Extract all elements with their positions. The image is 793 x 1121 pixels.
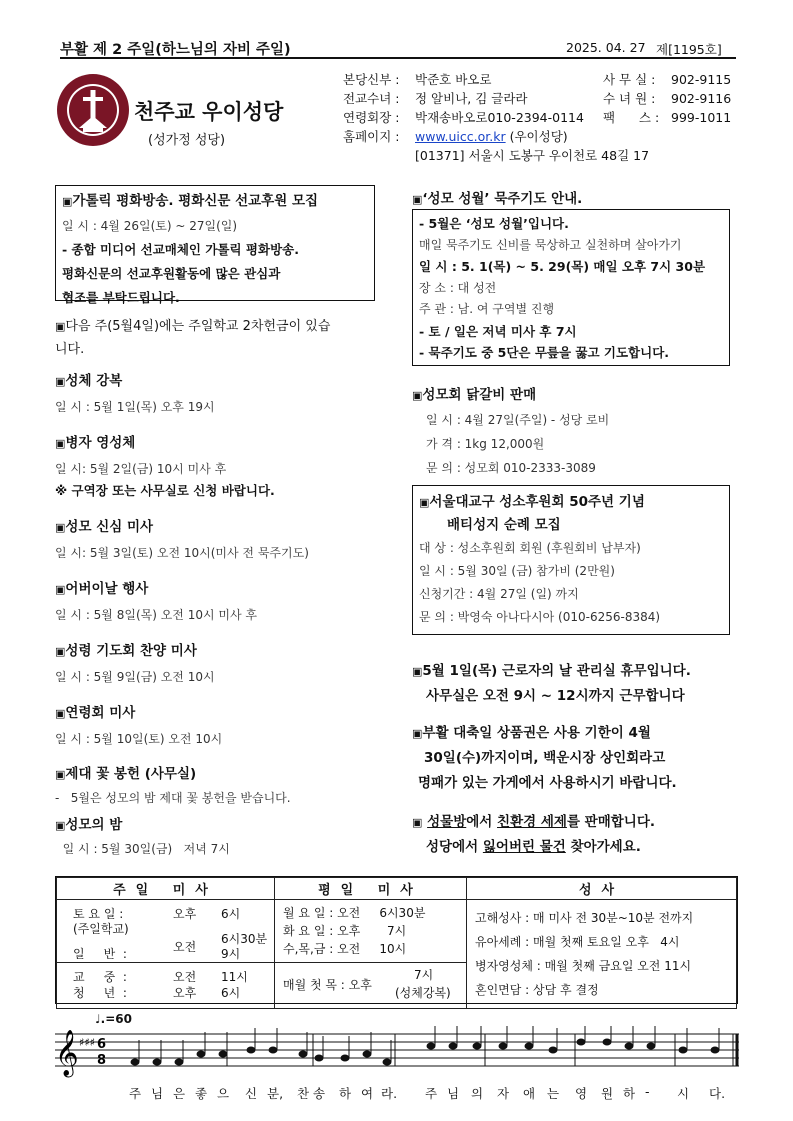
lyric-syllable: 는 <box>547 1086 560 1101</box>
note-head <box>679 1047 687 1053</box>
note-head <box>525 1043 533 1049</box>
item-line: 일 시: 5월 3일(토) 오전 10시(미사 전 묵주기도) <box>55 546 309 560</box>
lyric-syllable: 시 <box>677 1086 690 1101</box>
first-thu-label: 매월 첫 목 : 오후 <box>283 978 372 992</box>
rosary-line-1: - 5월은 ‘성모 성월’입니다. <box>419 216 569 231</box>
lyric-syllable: 님 <box>151 1086 164 1101</box>
chicken-sale <box>412 383 609 480</box>
parish-logo <box>55 72 131 148</box>
rosary-line-3: 일 시 : 5. 1(목) ~ 5. 29(목) 매일 오후 7시 30분 <box>419 259 706 274</box>
pilgrim-line-3: 신청기간 : 4월 27일 (일) 까지 <box>419 587 579 601</box>
lyric-syllable: 애 <box>523 1086 536 1101</box>
item-note: ※ 구역장 또는 사무실로 신청 바랍니다. <box>55 483 275 498</box>
item-title: ▣ 성모 신심 미사 <box>55 515 309 535</box>
lost-line <box>412 835 655 860</box>
rosary-line-4: 장 소 : 대 성전 <box>419 280 497 295</box>
sister-label: 전교수녀 : <box>343 91 400 106</box>
peace-broadcast-box <box>55 185 375 305</box>
issue-number: 제[1195호] <box>656 42 722 57</box>
peace-desc-1: - 종합 미디어 선교매체인 가톨릭 평화방송. <box>62 242 299 257</box>
gen-label: 일 반 : <box>73 947 127 961</box>
sat-hour: 6시 <box>221 907 241 921</box>
staff-svg <box>55 1026 741 1078</box>
item-title: ▣ 성체 강복 <box>55 369 215 389</box>
lyric-syllable: 자 <box>497 1086 510 1101</box>
shop-part-2: 에서 <box>466 814 498 830</box>
shop-line <box>412 810 655 835</box>
note-head <box>153 1059 161 1065</box>
rosary-line-5: 주 관 : 남. 여 구역별 진행 <box>419 302 555 316</box>
item-marian-mass <box>55 515 309 561</box>
weekday-mass-header: 평일 미사 <box>275 878 467 900</box>
item-line: 일 시: 5월 2일(금) 10시 미사 후 <box>55 462 227 476</box>
item-title: ▣ 성모의 밤 <box>55 813 230 833</box>
pilgrim-title-1: ▣ 서울대교구 성소후원회 50주년 기념 <box>419 491 723 514</box>
note-head <box>315 1055 323 1061</box>
note-head <box>363 1051 371 1057</box>
homepage-name: (우이성당) <box>509 129 568 144</box>
item-line: 일 시 : 5월 30일(금) 저녁 7시 <box>55 842 230 856</box>
lyric-syllable: 송 <box>313 1086 326 1101</box>
rosary-line-7: - 묵주기도 중 5단은 무릎을 꿇고 기도합니다. <box>419 345 670 360</box>
lost-part-2: 잃어버린 물건 <box>482 839 566 855</box>
pilgrim-line-4: 문 의 : 박영숙 아나다시아 (010-6256-8384) <box>419 610 661 624</box>
parish-subname: (성가정 성당) <box>148 133 226 148</box>
item-title: ▣ 연령회 미사 <box>55 701 222 721</box>
mass-schedule-table <box>55 876 738 1004</box>
item-line: 일 시 : 5월 10일(토) 오전 10시 <box>55 732 223 746</box>
note-head <box>577 1039 585 1045</box>
item-line: - 5월은 성모의 밤 제대 꽃 봉헌을 받습니다. <box>55 791 291 805</box>
note-head <box>247 1047 255 1053</box>
shop-notice <box>412 810 655 860</box>
labor-line-1: ▣ 5월 1일(목) 근로자의 날 관리실 휴무입니다. <box>412 659 691 684</box>
chicken-line-2: 가 격 : 1kg 12,000원 <box>426 437 545 451</box>
sister-value: 정 알비나, 김 글라라 <box>415 91 528 106</box>
youth-time: 오후 <box>173 986 197 1000</box>
wed-fri-mass: 수,목,금 : 오전 10시 <box>283 942 407 956</box>
homepage-label: 홈페이지 : <box>343 129 400 144</box>
mid-label: 교 중 : <box>73 970 127 984</box>
item-marian-night <box>55 813 230 857</box>
lyric-syllable: 여 <box>361 1086 374 1101</box>
pilgrimage-box <box>412 485 730 635</box>
first-thu-hour: 7시 <box>414 968 434 982</box>
pastor-label: 본당신부 : <box>343 72 400 87</box>
shop-part-1: 성물방 <box>427 814 467 830</box>
lyric-syllable: 으 <box>217 1086 230 1101</box>
rosary-line-2: 매일 묵주기도 신비를 묵상하고 실천하며 살아가기 <box>419 237 682 252</box>
peace-title: ▣ 가톨릭 평화방송. 평화신문 선교후원 모집 <box>62 189 368 214</box>
funeral-value: 박재송바오로010-2394-0114 <box>415 110 584 125</box>
note-head <box>603 1039 611 1045</box>
funeral-label: 연령회장 : <box>343 110 400 125</box>
rosary-line-6: - 토 / 일은 저녁 미사 후 7시 <box>419 323 577 339</box>
treble-clef-icon: 𝄞 <box>55 1030 79 1076</box>
item-line: 일 시 : 5월 8일(목) 오전 10시 미사 후 <box>55 608 257 622</box>
sacrament-header: 성사 <box>467 878 737 900</box>
peace-desc-3: 협조를 부탁드립니다. <box>62 290 180 305</box>
item-line: 일 시 : 5월 9일(금) 오전 10시 <box>55 670 215 684</box>
pilgrim-line-1: 대 상 : 성소후원회 회원 (후원회비 납부자) <box>419 541 641 555</box>
note-head <box>647 1043 655 1049</box>
note-head <box>219 1051 227 1057</box>
item-parents-day <box>55 577 257 623</box>
voucher-line-2: 30일(수)까지이며, 백운시장 상인회라고 <box>424 750 666 766</box>
notes-group <box>131 1026 719 1065</box>
rosary-title: ▣ ‘성모 성월’ 묵주기도 안내. <box>412 187 582 207</box>
lyric-syllable: - <box>645 1084 650 1099</box>
office-value: 902-9115 <box>671 72 732 87</box>
collection-line-1: ▣ 다음 주(5월4일)에는 주일학교 2차헌금이 있습 <box>55 315 385 338</box>
mid-hour: 11시 <box>221 970 248 984</box>
note-head <box>383 1059 391 1065</box>
note-head <box>549 1047 557 1053</box>
rosary-box <box>412 209 730 366</box>
pastor-value: 박준호 바오로 <box>415 72 492 87</box>
sat-label: 토 요 일 : <box>73 907 124 921</box>
note-head <box>341 1055 349 1061</box>
lyric-syllable: 하 <box>623 1086 636 1101</box>
youth-hour: 6시 <box>221 986 241 1000</box>
chicken-line-3: 문 의 : 성모회 010-2333-3089 <box>426 461 596 475</box>
note-head <box>131 1059 139 1065</box>
gen-time: 오전 <box>173 940 197 954</box>
chicken-title: ▣ 성모회 닭갈비 판매 <box>412 383 609 408</box>
item-sick-communion <box>55 431 275 499</box>
sat-sub: (주일학교) <box>73 922 129 936</box>
shop-part-3: 친환경 세제 <box>497 814 567 830</box>
lost-part-3: 찾아가세요. <box>565 839 641 855</box>
item-title: ▣ 제대 꽃 봉헌 (사무실) <box>55 762 291 782</box>
labor-line-2: 사무실은 오전 9시 ~ 12시까지 근무합니다 <box>426 688 685 704</box>
week-title: 부활 제 2 주일(하느님의 자비 주일) <box>60 42 291 58</box>
weekday-mass-cell <box>275 900 467 1009</box>
svg-text:♯♯♯: ♯♯♯ <box>79 1036 95 1049</box>
lyric-syllable: 원 <box>601 1086 614 1101</box>
note-head <box>449 1043 457 1049</box>
gen-hour-2: 9시 <box>221 947 241 961</box>
note-head <box>427 1043 435 1049</box>
lyric-syllable: 님 <box>447 1086 460 1101</box>
issue-date: 2025. 04. 27 <box>566 40 646 55</box>
tempo-mark: ♩.=60 <box>95 1012 132 1026</box>
homepage-link[interactable]: www.uicc.or.kr <box>415 129 506 144</box>
fax-value: 999-1011 <box>671 110 732 125</box>
item-title: ▣ 어버이날 행사 <box>55 577 257 597</box>
marriage-info: 혼인면담 : 상담 후 결정 <box>475 983 599 997</box>
lost-part-1: 성당에서 <box>426 839 483 855</box>
item-line: 일 시 : 5월 1일(목) 오후 19시 <box>55 400 215 414</box>
labor-day-notice <box>412 659 691 709</box>
lyric-syllable: 하 <box>339 1086 352 1101</box>
sick-communion-info: 병자영성체 : 매월 첫째 금요일 오전 11시 <box>475 959 692 973</box>
youth-label: 청 년 : <box>73 986 127 1000</box>
address: [01371] 서울시 도봉구 우이천로 48길 17 <box>415 148 650 163</box>
item-title: ▣ 병자 영성체 <box>55 431 275 451</box>
lyrics-row <box>55 1084 741 1102</box>
item-altar-flowers <box>55 762 291 806</box>
office-label: 사 무 실 : <box>603 72 656 87</box>
lyric-syllable: 주 <box>425 1086 438 1101</box>
voucher-line-3: 명패가 있는 가게에서 사용하시기 바랍니다. <box>418 775 677 791</box>
note-head <box>499 1043 507 1049</box>
lyric-syllable: 은 <box>173 1086 186 1101</box>
voucher-notice <box>412 721 677 796</box>
tuesday-mass: 화 요 일 : 오후 7시 <box>283 924 407 938</box>
convent-label: 수 녀 원 : <box>603 91 656 106</box>
sacrament-cell <box>467 900 737 1009</box>
header-bar <box>60 38 736 59</box>
collection-line-2: 니다. <box>55 342 85 357</box>
pilgrim-title-2: 배티성지 순례 모집 <box>447 517 561 533</box>
note-head <box>299 1051 307 1057</box>
baptism-info: 유아세례 : 매월 첫째 토요일 오후 4시 <box>475 935 680 949</box>
mid-time: 오전 <box>173 970 197 984</box>
lyric-syllable: 라. <box>381 1086 398 1101</box>
lyric-syllable: 좋 <box>195 1086 208 1101</box>
first-thu-note: (성체강복) <box>395 986 451 1000</box>
sunday-mass-header: 주일 미사 <box>57 878 275 900</box>
lyric-syllable: 의 <box>471 1086 484 1101</box>
convent-value: 902-9116 <box>671 91 732 106</box>
lyric-syllable: 신 <box>245 1086 258 1101</box>
note-head <box>473 1043 481 1049</box>
item-funeral-mass <box>55 701 222 747</box>
music-staff <box>55 1012 741 1112</box>
chicken-line-1: 일 시 : 4월 27일(주일) - 성당 로비 <box>426 413 610 427</box>
lyric-syllable: 찬 <box>297 1086 310 1101</box>
item-title: ▣ 성령 기도회 찬양 미사 <box>55 639 215 659</box>
sat-time: 오후 <box>173 907 197 921</box>
lyric-syllable: 다. <box>709 1086 726 1101</box>
note-head <box>269 1047 277 1053</box>
lyric-syllable: 분, <box>267 1086 284 1101</box>
pilgrim-line-2: 일 시 : 5월 30일 (금) 참가비 (2만원) <box>419 564 615 578</box>
note-head <box>625 1043 633 1049</box>
svg-text:6: 6 <box>97 1037 107 1052</box>
logo-emblem-icon <box>55 72 131 148</box>
item-spirit-prayer <box>55 639 215 685</box>
voucher-line-1: ▣ 부활 대축일 상품권은 사용 기한이 4월 <box>412 721 677 746</box>
lyric-syllable: 주 <box>129 1086 142 1101</box>
shop-part-4: 를 판매합니다. <box>566 814 656 830</box>
parish-name: 천주교 우이성당 <box>134 100 284 124</box>
confession-info: 고해성사 : 매 미사 전 30분~10분 전까지 <box>475 911 694 925</box>
peace-desc-2: 평화신문의 선교후원활동에 많은 관심과 <box>62 266 281 281</box>
note-head <box>197 1051 205 1057</box>
collection-notice <box>55 315 385 361</box>
fax-label: 팩 스 : <box>603 110 660 125</box>
monday-mass: 월 요 일 : 오전 6시30분 <box>283 906 426 920</box>
item-adoration <box>55 369 215 415</box>
note-head <box>711 1047 719 1053</box>
peace-date: 일 시 : 4월 26일(토) ~ 27일(일) <box>62 219 238 233</box>
contact-numbers <box>603 70 741 127</box>
gen-hour-1: 6시30분 <box>221 932 268 946</box>
sunday-mass-cell <box>57 900 275 1009</box>
note-head <box>175 1059 183 1065</box>
svg-text:8: 8 <box>97 1053 107 1068</box>
lyric-syllable: 영 <box>575 1086 588 1101</box>
